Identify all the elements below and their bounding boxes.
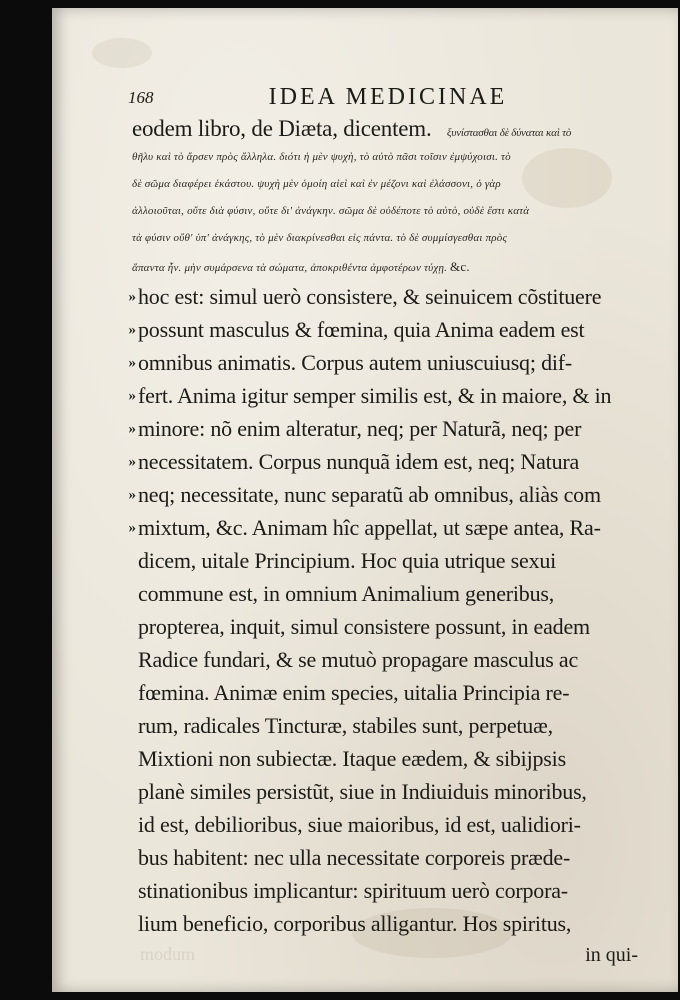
paper-stain	[92, 38, 152, 68]
quote-mark: »	[128, 520, 136, 536]
body-line: Radice fundari, & se mutuò propagare masculus ac	[138, 647, 579, 672]
quote-mark: »	[128, 289, 136, 305]
quoted-line: minore: nõ enim alteratur, neq; per Naturã, neq; per	[138, 416, 582, 441]
body-line: commune est, in omnium Animalium generibus,	[138, 581, 555, 606]
book-page	[52, 8, 678, 992]
quote-mark: »	[128, 355, 136, 371]
quoted-line: hoc est: simul uerò consistere, & seinuicem cõstituere	[138, 284, 602, 309]
quote-mark: »	[128, 421, 136, 437]
body-line: stinationibus implicantur: spirituum uerò corpora-	[138, 878, 568, 903]
body-line: rum, radicales Tincturæ, stabiles sunt, perpetuæ,	[138, 713, 553, 738]
quoted-line: necessitatem. Corpus nunquã idem est, neq; Natura	[138, 449, 580, 474]
quoted-line: possunt masculus & fœmina, quia Anima eadem est	[138, 317, 585, 342]
first-line-latin: eodem libro, de Diæta, dicentem.	[132, 116, 432, 141]
quote-mark: »	[128, 487, 136, 503]
page-header	[128, 84, 648, 114]
body-line: fœmina. Animæ enim species, uitalia Principia re-	[138, 680, 570, 705]
body-line: dicem, uitale Principium. Hoc quia utrique sexui	[138, 548, 557, 573]
body-line: id est, debilioribus, siue maioribus, id est, ualidiori-	[138, 812, 581, 837]
greek-line-text: ἅπαντα ἦν. μὴν συμάρσενα τὰ σώματα, ἀποκριθέντα ἀμφοτέρων τύχῃ.	[132, 262, 448, 274]
quoted-line: neq; necessitate, nunc separatũ ab omnibus, aliàs com	[138, 482, 601, 507]
running-title: IDEA MEDICINAE	[268, 84, 508, 110]
body-line: planè similes persistũt, siue in Indiuiduis minoribus,	[138, 779, 587, 804]
greek-line	[132, 259, 470, 275]
greek-line-tail: &c.	[450, 259, 470, 274]
quoted-line: omnibus animatis. Corpus autem uniuscuiusq; dif-	[138, 350, 573, 375]
body-line: Mixtioni non subiectæ. Itaque eædem, & sibijpsis	[138, 746, 566, 771]
quoted-line: mixtum, &c. Animam hîc appellat, ut sæpe antea, Ra-	[138, 515, 601, 540]
show-through-text: modum	[140, 944, 196, 964]
body-line: propterea, inquit, simul consistere possunt, in eadem	[138, 614, 590, 639]
quote-mark: »	[128, 454, 136, 470]
body-line: lium beneficio, corporibus alligantur. Hos spiritus,	[138, 911, 572, 936]
page-number: 168	[128, 88, 154, 107]
first-line-greek: ξυνίστασθαι δὲ δύναται καὶ τὸ	[446, 127, 572, 139]
quoted-line: fert. Anima igitur semper similis est, & in maiore, & in	[138, 383, 612, 408]
body-line: bus habitent: nec ulla necessitate corporeis præde-	[138, 845, 571, 870]
greek-line: δὲ σῶμα διαφέρει ἑκάστου. ψυχὴ μὲν ὁμοίη αἰεὶ καὶ ἐν μέζονι καὶ ἐλάσσονι, ὁ γὰρ	[132, 178, 501, 190]
greek-line: ἀλλοιοῦται, οὔτε διὰ φύσιν, οὔτε δι' ἀνάγκην. σῶμα δὲ οὐδέποτε τὸ αὐτὸ, οὐδὲ ἔστι κατὰ	[132, 205, 530, 217]
paper-stain	[522, 148, 612, 208]
first-line	[132, 116, 571, 142]
greek-line: τὰ φύσιν οὔθ' ὑπ' ἀνάγκης, τὸ μὲν διακρίνεσθαι εἰς πάντα. τὸ δὲ συμμίσγεσθαι πρὸς	[132, 232, 508, 244]
quote-mark: »	[128, 388, 136, 404]
catchword: in qui-	[585, 944, 638, 966]
greek-line: θῆλυ καὶ τὸ ἄρσεν πρὸς ἄλληλα. διότι ἡ μὲν ψυχὴ, τὸ αὐτὸ πᾶσι τοῖσιν ἐμψύχοισι. τὸ	[132, 151, 511, 163]
quote-mark: »	[128, 322, 136, 338]
